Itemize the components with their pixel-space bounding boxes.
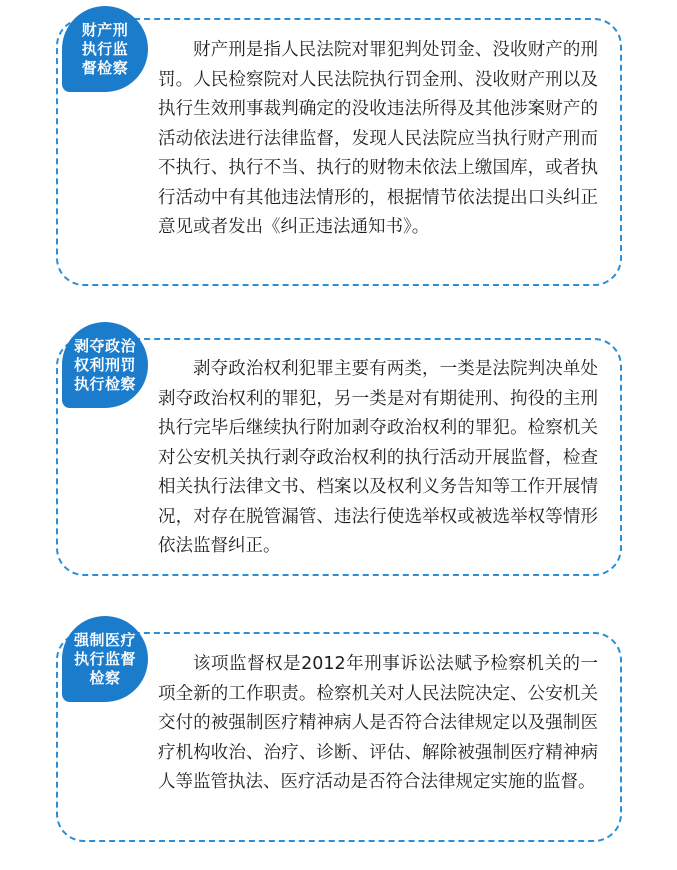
section-text-political-rights: 剥夺政治权利犯罪主要有两类，一类是法院判决单处剥夺政治权利的罪犯，另一类是对有期徒刑、拘役的主刑执行完毕后继续执行附加剥夺政治权利的罪犯。检察机关对公安机关执行剥夺政治权利的执行活动开展监督，检查相关执行法律文书、档案以及权利义务告知等工作开展情况，对存在脱管漏管、违法行使选举权或被选举权等情形依法监督纠正。	[158, 359, 598, 556]
section-badge-property-penalty	[62, 6, 148, 92]
badge-line: 剥夺政治	[73, 336, 136, 355]
badge-line: 财产刑	[81, 20, 129, 39]
badge-line: 督检察	[81, 58, 129, 77]
badge-line: 权利刑罚	[73, 355, 136, 374]
badge-line: 执行监	[81, 39, 129, 58]
section-text-property-penalty: 财产刑是指人民法院对罪犯判处罚金、没收财产的刑罚。人民检察院对人民法院执行罚金刑、没收财产刑以及执行生效刑事裁判确定的没收违法所得及其他涉案财产的活动依法进行法律监督，发现人民法院应当执行财产刑而不执行、执行不当、执行的财物未依法上缴国库，或者执行活动中有其他违法情形的，根据情节依法提出口头纠正意见或者发出《纠正违法通知书》。	[158, 40, 598, 237]
section-badge-political-rights	[62, 322, 148, 408]
badge-line: 执行监督	[73, 649, 136, 668]
badge-line: 执行检察	[73, 374, 136, 393]
badge-line: 检察	[89, 668, 121, 687]
badge-line: 强制医疗	[73, 630, 136, 649]
section-badge-compulsory-treatment	[62, 616, 148, 702]
section-text-compulsory-treatment: 该项监督权是2012年刑事诉讼法赋予检察机关的一项全新的工作职责。检察机关对人民法院决定、公安机关交付的被强制医疗精神病人是否符合法律规定以及强制医疗机构收治、治疗、诊断、评估、解除被强制医疗精神病人等监管执法、医疗活动是否符合法律规定实施的监督。	[158, 654, 598, 792]
